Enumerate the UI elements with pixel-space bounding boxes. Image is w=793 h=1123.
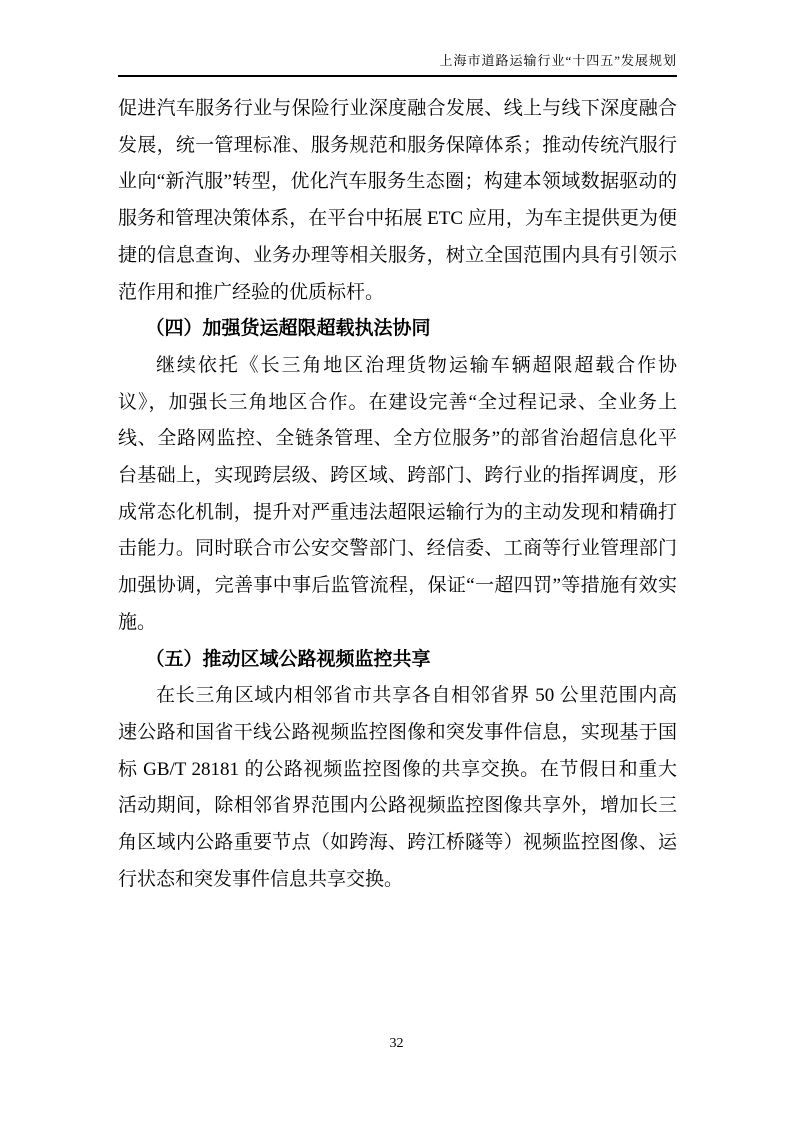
header-title: 上海市道路运输行业“十四五”发展规划 xyxy=(439,53,677,68)
page-header xyxy=(118,50,677,77)
section-heading-4: （四）加强货运超限超载执法协同 xyxy=(145,318,431,340)
page-number: 32 xyxy=(389,1036,404,1051)
body-paragraph-continued: 促进汽车服务行业与保险行业深度融合发展、线上与线下深度融合发展，统一管理标准、服务规范和服务保障体系；推动传统汽服行业向“新汽服”转型，优化汽车服务生态圈；构建本领域数据驱动的服务和管理决策体系，在平台中拓展 ETC 应用，为车主提供更为便捷的信息查询、业务办理等相关服务，树立全国范围内具有引领示范作用和推广经验的优质标杆。 xyxy=(118,98,677,303)
document-body xyxy=(118,91,677,898)
section-heading-5: （五）推动区域公路视频监控共享 xyxy=(145,648,431,670)
body-paragraph: 继续依托《长三角地区治理货物运输车辆超限超载合作协议》，加强长三角地区合作。在建设完善“全过程记录、全业务上线、全路网监控、全链条管理、全方位服务”的部省治超信息化平台基础上，实现跨层级、跨区域、跨部门、跨行业的指挥调度，形成常态化机制，提升对严重违法超限运输行为的主动发现和精确打击能力。同时联合市公安交警部门、经信委、工商等行业管理部门加强协调，完善事中事后监管流程，保证“一超四罚”等措施有效实施。 xyxy=(118,354,677,633)
body-paragraph: 在长三角区域内相邻省市共享各自相邻省界 50 公里范围内高速公路和国省干线公路视频监控图像和突发事件信息，实现基于国标 GB/T 28181 的公路视频监控图像的共享交换。在节假日和重大活动期间，除相邻省界范围内公路视频监控图像共享外，增加长三角区域内公路重要节点（如跨海、跨江桥隧等）视频监控图像、运行状态和突发事件信息共享交换。 xyxy=(118,685,677,890)
page-footer xyxy=(0,1036,793,1052)
